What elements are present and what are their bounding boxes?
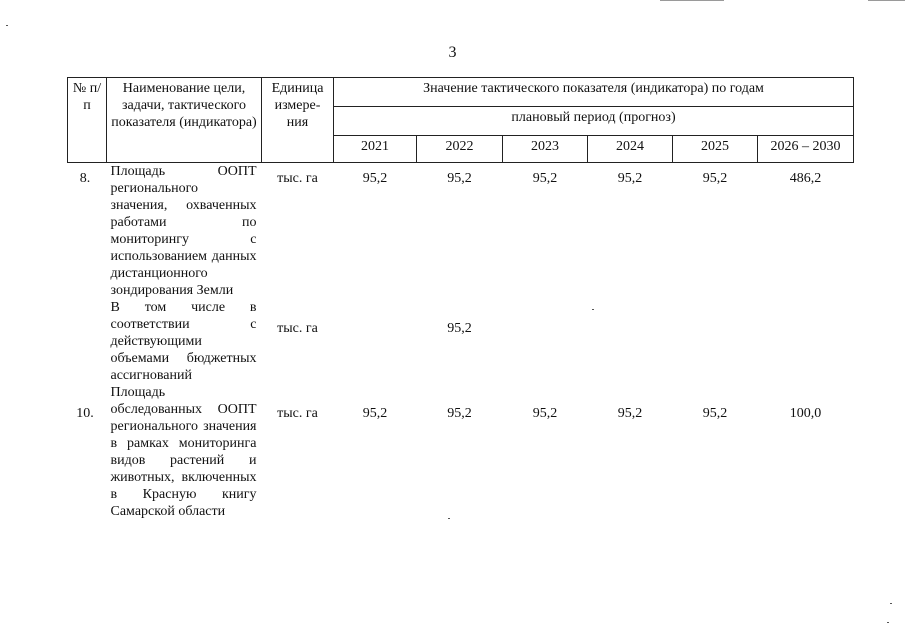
scan-speck: [592, 309, 594, 310]
scan-speck: [6, 25, 8, 26]
row-number: 10.: [76, 406, 94, 421]
value-2026-2030: [758, 299, 854, 384]
value-2021: 95,2: [362, 171, 388, 186]
header-indicator-name: Наименование цели, задачи, тактического показателя (индикатора): [107, 78, 262, 163]
unit-cell: тыс. га: [277, 406, 318, 421]
value-2024: 95,2: [617, 171, 643, 186]
value-2026-2030: 100,0: [789, 406, 822, 421]
value-2025: [673, 299, 758, 384]
value-2021: 95,2: [362, 406, 388, 421]
indicator-name: Площадь ООПТ регионального значения, охваченных работами по мониторингу с использованием данных дистанционного зондирования Земли: [110, 164, 257, 298]
indicator-name: Площадь обследованных ООПТ регионального значения в рамках мониторинга видов растений и животных, включенных в Красную книгу Самарской области: [110, 385, 257, 519]
scan-speck: [887, 622, 889, 623]
unit-cell: тыс. га: [277, 321, 318, 336]
row-number: [68, 299, 107, 384]
top-edge-rule: [660, 0, 724, 1]
value-2024: 95,2: [617, 406, 643, 421]
value-2025: 95,2: [702, 171, 728, 186]
header-number: № п/п: [68, 78, 107, 163]
header-year-2024: 2024: [588, 136, 673, 163]
table-row: [68, 163, 854, 300]
indicators-table: [67, 77, 854, 520]
row-number: 8.: [79, 171, 91, 186]
header-year-2022: 2022: [417, 136, 503, 163]
table-row: [68, 299, 854, 384]
table-row: [68, 384, 854, 520]
top-edge-rule: [868, 0, 905, 1]
header-year-2023: 2023: [503, 136, 588, 163]
header-unit: Единица измере-ния: [262, 78, 334, 163]
value-2021: [334, 299, 417, 384]
scan-speck: [890, 603, 892, 604]
value-2023: 95,2: [532, 406, 558, 421]
table-body: [68, 163, 854, 521]
value-2025: 95,2: [702, 406, 728, 421]
header-year-2026-2030: 2026 – 2030: [758, 136, 854, 163]
value-2023: 95,2: [532, 171, 558, 186]
value-2024: [588, 299, 673, 384]
value-2022: 95,2: [447, 171, 472, 186]
value-2023: [503, 299, 588, 384]
page-number: 3: [448, 44, 457, 61]
unit-cell: тыс. га: [277, 171, 318, 186]
indicator-name: В том числе в соответствии с действующими объемами бюджетных ассигнований: [110, 300, 257, 383]
value-2022: 95,2: [447, 406, 472, 421]
header-planned-period: плановый период (прогноз): [334, 107, 854, 136]
header-values-by-year: Значение тактического показателя (индикатора) по годам: [334, 78, 854, 107]
value-2022: 95,2: [447, 321, 472, 336]
value-2026-2030: 486,2: [789, 171, 822, 186]
scan-speck: [448, 518, 450, 519]
header-year-2021: 2021: [334, 136, 417, 163]
table-header: [68, 78, 854, 163]
header-year-2025: 2025: [673, 136, 758, 163]
